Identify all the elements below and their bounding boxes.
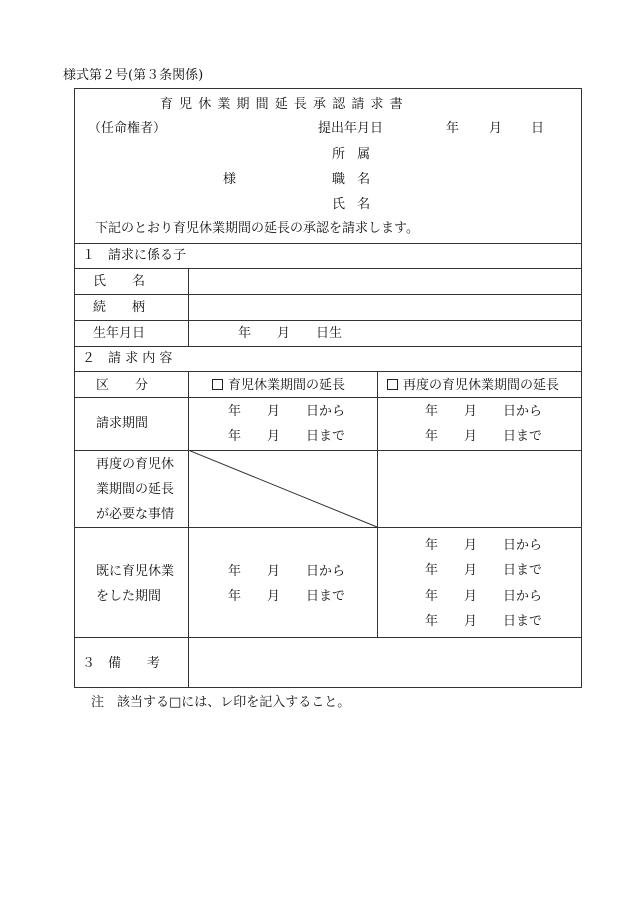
child-relation-label: 続 柄	[93, 300, 146, 315]
past-col1-to[interactable]: 年 月 日まで	[228, 589, 346, 604]
affiliation-label: 所 属	[332, 147, 375, 162]
reason-diagonal	[188, 450, 378, 528]
rule-header-bottom	[74, 243, 582, 244]
reason-label-line2: 業期間の延長	[96, 482, 175, 497]
rule-sec2-heading	[74, 371, 582, 372]
child-birth-field[interactable]: 年 月 日生	[238, 326, 343, 341]
rule-child-relation	[74, 320, 582, 321]
rule-child-name	[74, 294, 582, 295]
form-number: 様式第２号(第３条関係)	[63, 68, 204, 83]
child-relation-field[interactable]	[190, 296, 580, 318]
sec1-heading: １ 請求に係る子	[82, 248, 187, 263]
job-title-label: 職 名	[332, 172, 375, 187]
vrule-label-col-sec1	[188, 268, 189, 346]
re-extension-checkbox[interactable]	[387, 379, 398, 390]
sec2-heading: ２ 請 求 内 容	[82, 351, 173, 366]
remarks-field[interactable]	[190, 639, 580, 686]
rule-child-birth	[74, 346, 582, 347]
submit-date-day: 日	[531, 121, 545, 136]
sec3-heading: ３ 備 考	[82, 656, 161, 671]
period-col1-to[interactable]: 年 月 日まで	[228, 429, 346, 444]
footnote: 注 該当する□には、レ印を記入すること。	[91, 695, 351, 710]
reason-label-line1: 再度の育児休	[96, 457, 175, 472]
period-col2-to[interactable]: 年 月 日まで	[425, 429, 543, 444]
child-name-field[interactable]	[190, 270, 580, 292]
submit-date-month: 月	[489, 121, 503, 136]
col1-header	[212, 378, 345, 394]
extension-checkbox[interactable]	[212, 379, 223, 390]
rule-kubun	[74, 397, 582, 398]
submit-date-year: 年	[446, 121, 460, 136]
sama-label: 様	[223, 172, 237, 187]
appointing-authority: （任命権者）	[88, 121, 167, 136]
submit-date-label: 提出年月日	[318, 121, 384, 136]
form-title: 育 児 休 業 期 間 延 長 承 認 請 求 書	[160, 97, 404, 112]
period-col2-from[interactable]: 年 月 日から	[425, 404, 543, 419]
past-col2-from-1[interactable]: 年 月 日から	[425, 538, 543, 553]
kubun-label: 区 分	[96, 378, 149, 393]
past-label-line1: 既に育児休業	[96, 564, 175, 579]
past-col2-to-2[interactable]: 年 月 日まで	[425, 614, 543, 629]
reason-label-line3: が必要な事情	[96, 507, 175, 522]
reason-col2-field[interactable]	[379, 452, 580, 526]
requester-name-label: 氏 名	[332, 197, 375, 212]
request-statement: 下記のとおり育児休業期間の延長の承認を請求します。	[95, 221, 419, 236]
col2-header	[387, 378, 559, 394]
period-col1-from[interactable]: 年 月 日から	[228, 404, 346, 419]
col1-header-label: 育児休業期間の延長	[228, 378, 346, 393]
past-col2-to-1[interactable]: 年 月 日まで	[425, 563, 543, 578]
past-col1-from[interactable]: 年 月 日から	[228, 564, 346, 579]
child-name-label: 氏 名	[93, 274, 146, 289]
col2-header-label: 再度の育児休業期間の延長	[403, 378, 560, 393]
vrule-label-col-sec3	[188, 637, 189, 688]
past-label-line2: をした期間	[96, 589, 162, 604]
rule-sec1-heading	[74, 268, 582, 269]
period-label: 請求期間	[96, 416, 149, 431]
rule-past	[74, 637, 582, 638]
child-birth-label: 生年月日	[93, 326, 146, 341]
past-col2-from-2[interactable]: 年 月 日から	[425, 589, 543, 604]
